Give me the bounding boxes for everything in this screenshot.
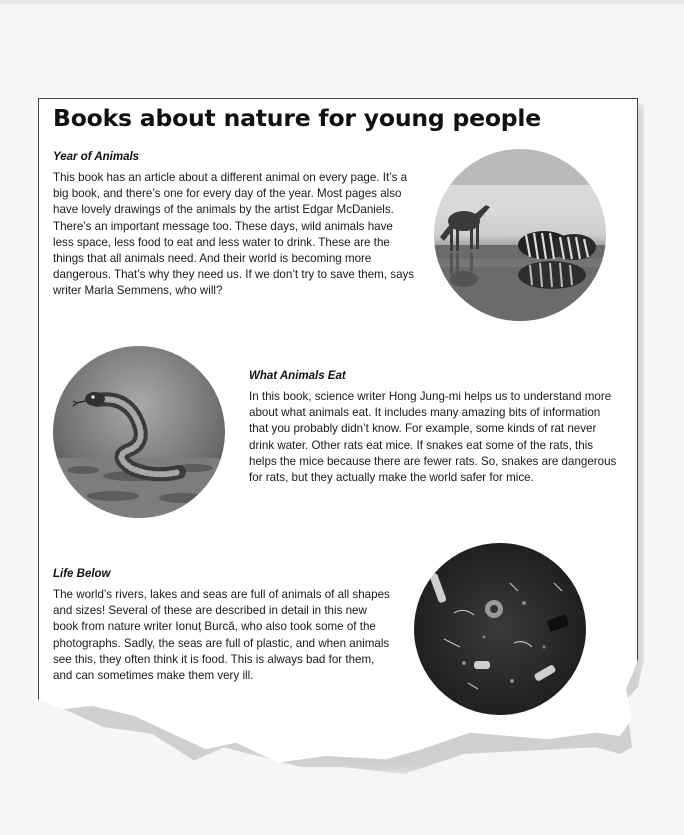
snake-photo [53, 346, 225, 518]
book-heading-life-below: Life Below [53, 568, 111, 580]
top-edge-strip [0, 0, 684, 4]
giraffe-zebras-photo [434, 149, 606, 321]
book-heading-what-animals-eat: What Animals Eat [249, 370, 346, 382]
page-title: Books about nature for young people [53, 104, 542, 132]
ocean-plastic-photo [414, 543, 586, 715]
book-heading-year-of-animals: Year of Animals [53, 151, 140, 163]
book-body-life-below: The world’s rivers, lakes and seas are full of animals of all shapes and sizes! Several of these are described in detail in this new book from nature writer Ionuț Burcă, who also took some of the photographs. Sadly, the seas are full of plastic, and when animals see this, they often think it is food. This is always bad for them, and can sometimes make them very ill. [53, 588, 390, 683]
book-body-what-animals-eat: In this book, science writer Hong Jung-mi helps us to understand more about what animals eat. It includes many amazing bits of information that you probably didn’t know. For example, some kinds of rat never drink water. Other rats eat mice. If snakes eat some of the rats, this helps the mice because there are fewer rats. So, snakes are dangerous for rats, but they actually make the world safer for mice. [249, 390, 617, 485]
book-body-year-of-animals: This book has an article about a different animal on every page. It’s a big book, and there’s one for every day of the year. Most pages also have lovely drawings of the animals by the artist Edgar McDaniels. There’s an important message too. These days, wild animals have less space, less food to eat and less water to drink. These are the things that all animals need. And their world is becoming more dangerous. That’s why they need us. If we don’t try to save them, says writer Marla Semmens, who will? [53, 171, 415, 298]
